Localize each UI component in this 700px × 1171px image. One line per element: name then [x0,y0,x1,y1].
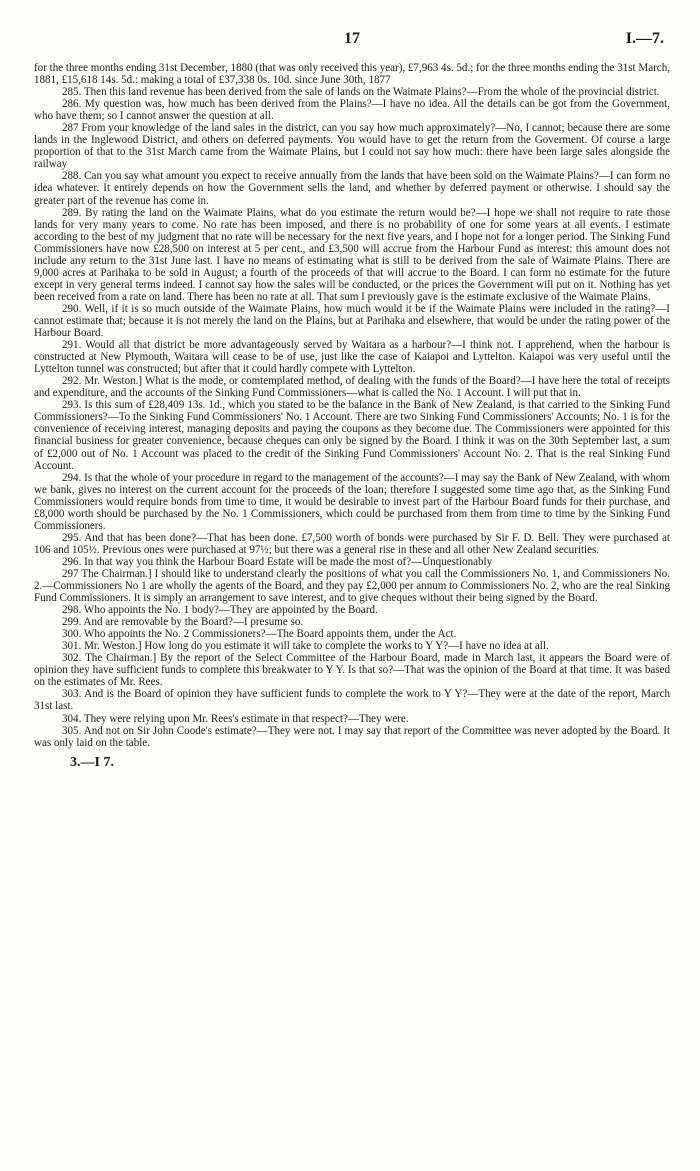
paragraph-300: 300. Who appoints the No. 2 Commissioners?—The Board appoints them, under the Act. [62,628,457,641]
page-header [34,30,670,54]
paragraph-291: 291. Would all that district be more advantageously served by Waitara as a harbour?—I think not. I apprehend, when the harbour is constructed at New Plymouth, Waitara will cease to be of use, just like the case of Kaiapoi and Lyttelton. Kaiapoi was very useful until the Lyttelton tunnel was constructed; but after that it could hardly compete with Lyttelton. [34,339,670,376]
paragraph-290: 290. Well, if it is so much outside of the Waimate Plains, how much would it be if the Waimate Plains were included in the rating?—I cannot estimate that; because it is not merely the land on the Plains, but at Parihaka and elsewhere, that would be under the rating power of the Harbour Board. [34,302,670,340]
body-text [34,62,670,749]
page-number: 17 [344,30,360,47]
paragraph-298: 298. Who appoints the No. 1 body?—They are appointed by the Board. [62,604,378,617]
paragraph-301: 301. Mr. Weston.] How long do you estimate it will take to complete the works to Y Y?—I have no idea at all. [62,640,549,653]
paragraph-304: 304. They were relying upon Mr. Rees's estimate in that respect?—They were. [62,712,409,725]
paragraph-286: 286. My question was, how much has been derived from the Plains?—I have no idea. All the details can be got from the Government, who have them; so I cannot answer the question at all. [34,98,670,123]
paragraph-303: 303. And is the Board of opinion they have sufficient funds to complete the work to Y Y?—They were at the date of the report, March 31st last. [34,688,670,713]
paragraph-288: 288. Can you say what amount you expect to receive annually from the lands that have been sold on the Waimate Plains?—I can form no idea whatever. It entirely depends on how the Government sells the land, and whether by deferred payment or otherwise. I should say the greater part of the revenue has come in. [34,170,670,207]
paragraph-302: 302. The Chairman.] By the report of the Select Committee of the Harbour Board, made in March last, it appears the Board were of opinion they have sufficient funds to complete this breakwater to Y Y. Is that so?—That was the opinion of the Board at that time. It was based on the estimates of Mr. Rees. [34,652,670,689]
paragraph-continuation: for the three months ending 31st December, 1880 (that was only received this year), £7,963 4s. 5d.; for the three months ending the 31st March, 1881, £15,618 14s. 5d.: making a total of £37,338 0s. 10d. since June 30th, 1877 [34,62,670,87]
paragraph-305: 305. And not on Sir John Coode's estimate?—They were not. I may say that report of the Committee was never adopted by the Board. It was only laid on the table. [34,724,670,749]
paragraph-297: 297 The Chairman.] I should like to understand clearly the positions of what you call the Commissioners No. 1, and Commissioners No. 2.—Commissioners No 1 are wholly the agents of the Board, and they pay £2,000 per annum to Commissioners No. 2, who are the real Sinking Fund Commissioners. It is simply an arrangement to save interest, and to give cheques without their being signed by the Board. [34,567,671,605]
paragraph-293: 293. Is this sum of £28,409 13s. 1d., which you stated to be the balance in the Bank of New Zealand, is that carried to the Sinking Fund Commissioners?—To the Sinking Fund Commissioners' No. 1 Account. There are two Sinking Fund Commissioners' Accounts; No. 1 is for the convenience of receiving interest, managing deposits and paying the coupons as they become due. The Commissioners were appointed for this financial business for greater convenience, because cheques can only be signed by the Board. I think it was on the 30th September last, a sum of £2,000 out of No. 1 Account was placed to the credit of the Sinking Fund Commissioners' Account No. 2. That is the real Sinking Fund Account. [34,399,670,472]
signature-mark: 3.—I 7. [70,754,114,770]
paragraph-296: 296. In that way you think the Harbour Board Estate will be made the most of?—Unquestionably [62,555,493,568]
paragraph-289: 289. By rating the land on the Waimate Plains, what do you estimate the return would be?—I hope we shall not require to rate those lands for very many years to come. No rate has been imposed, and there is no probability of one for some years at all events. I estimate according to the best of my judgment that no rate will be necessary for the next five years, and I hope not for a longer period. The Sinking Fund Commissioners have now £28,500 on interest at 5 per cent., and £3,500 will accrue from the Harbour Fund as interest: this amount does not include any return to the 31st June last. I have no means of estimating what is still to be derived from the sale of Waimate Plains. There are 9,000 acres at Parihaka to be sold in August; a fourth of the proceeds of that will accrue to the Board. I can form no estimate for the future except in very general terms indeed. I cannot say how the sales will be conducted, or the prices the Government will put on it. Nothing has yet been received from a rate on land. There has been no rate at all. That sum I previously gave is the estimate exclusive of the Waimate Plains. [34,206,670,303]
document-reference: I.—7. [625,30,664,47]
paragraph-299: 299. And are removable by the Board?—I presume so. [62,616,304,629]
paragraph-294: 294. Is that the whole of your procedure in regard to the management of the accounts?—I may say the Bank of New Zealand, with whom we bank, gives no interest on the current account for the proceeds of the loan; therefore I suggested some time ago that, as the Sinking Fund Commissioners would require bonds from time to time, it would be desirable to invest part of the Harbour Board funds for their purchase, and £8,000 worth should be purchased by the No. 1 Commissioners, which could be purchased from them from time to time by the Sinking Fund Commissioners. [34,471,670,532]
paragraph-292: 292. Mr. Weston.] What is the mode, or comtemplated method, of dealing with the funds of the Board?—I have here the total of receipts and expenditure, and the accounts of the Sinking Fund Commissioners—what is called the No. 1 Account. I will put that in. [34,375,670,400]
paragraph-287: 287 From your knowledge of the land sales in the district, can you say how much approximately?—No, I cannot; because there are some lands in the Inglewood District, and others on deferred payments. You would have to get the return from the Goverment. Of course a large proportion of that to the 31st March came from the Waimate Plains, but I could not say how much: there have been large sales alongside the railway [34,122,670,171]
paragraph-285: 285. Then this land revenue has been derived from the sale of lands on the Waimate Plains?—From the whole of the provincial district. [62,86,660,99]
paragraph-295: 295. And that has been done?—That has been done. £7,500 worth of bonds were purchased by Sir F. D. Bell. They were purchased at 106 and 105½. Previous ones were purchased at 97½; but there was a general rise in these and all other New Zealand securities. [34,531,670,556]
